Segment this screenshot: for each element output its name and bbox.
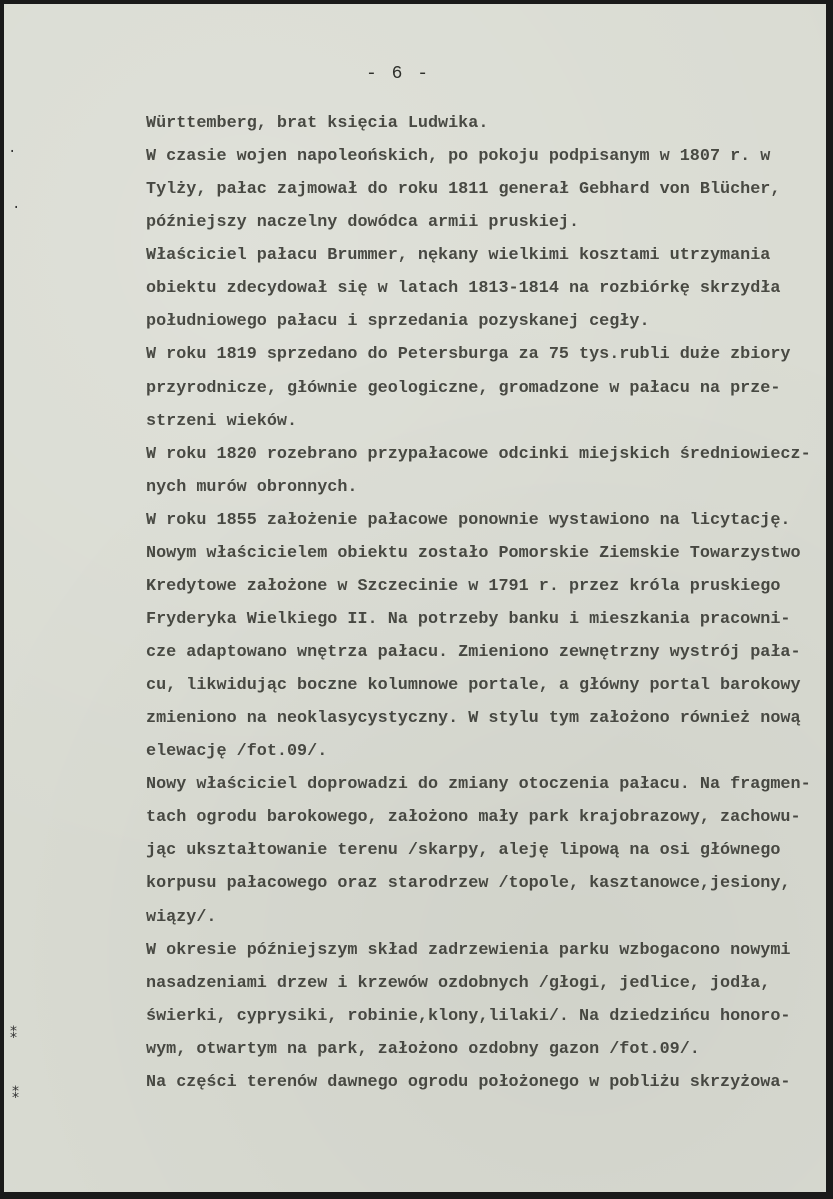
text-line: Kredytowe założone w Szczecinie w 1791 r. przez króla pruskiego (146, 576, 781, 596)
text-line: jąc ukształtowanie terenu /skarpy, aleję lipową na osi głównego (146, 841, 781, 861)
text-line: Württemberg, brat księcia Ludwika. (146, 114, 489, 133)
text-line: W okresie późniejszym skład zadrzewienia parku wzbogacono nowymi (146, 940, 791, 960)
text-line: cu, likwidując boczne kolumnowe portale, a główny portal barokowy (146, 676, 801, 696)
text-line: cze adaptowano wnętrza pałacu. Zmieniono zewnętrzny wystrój pała- (146, 643, 801, 662)
margin-mark: · (12, 200, 21, 216)
margin-mark: ⁑ (10, 1027, 17, 1043)
text-line: elewację /fot.09/. (146, 742, 328, 762)
text-line: W roku 1855 założenie pałacowe ponownie wystawiono na licytację. (146, 510, 791, 530)
page-number: - 6 - (366, 64, 431, 84)
text-line: późniejszy naczelny dowódca armii pruskiej. (146, 213, 580, 233)
text-line: obiektu zdecydował się w latach 1813-1814 na rozbiórkę skrzydła (146, 279, 781, 299)
text-line: korpusu pałacowego oraz starodrzew /topole, kasztanowce,jesiony, (146, 874, 791, 894)
text-line: wym, otwartym na park, założono ozdobny gazon /fot.09/. (146, 1039, 700, 1059)
text-line: nych murów obronnych. (146, 477, 358, 497)
text-line: tach ogrodu barokowego, założono mały park krajobrazowy, zachowu- (146, 808, 801, 828)
text-line: Właściciel pałacu Brummer, nękany wielkimi kosztami utrzymania (146, 246, 771, 266)
document-page (4, 4, 826, 1192)
text-line: przyrodnicze, głównie geologiczne, gromadzone w pałacu na prze- (146, 378, 781, 398)
text-line: Tylży, pałac zajmował do roku 1811 generał Gebhard von Blücher, (146, 180, 781, 200)
text-line: Nowym właścicielem obiektu zostało Pomorskie Ziemskie Towarzystwo (146, 543, 801, 563)
text-line: W roku 1820 rozebrano przypałacowe odcinki miejskich średniowiecz- (146, 444, 811, 464)
text-line: strzeni wieków. (146, 411, 298, 431)
margin-mark: · (8, 144, 17, 160)
text-line: zmieniono na neoklasycystyczny. W stylu tym założono również nową (146, 709, 801, 729)
text-line: świerki, cyprysiki, robinie,klony,lilaki/. Na dziedzińcu honoro- (146, 1006, 791, 1026)
text-line: Na części terenów dawnego ogrodu położonego w pobliżu skrzyżowa- (146, 1072, 791, 1092)
text-line: nasadzeniami drzew i krzewów ozdobnych /głogi, jedlice, jodła, (146, 973, 771, 993)
margin-mark: ⁑ (12, 1087, 19, 1103)
text-line: wiązy/. (146, 907, 217, 927)
text-line: Nowy właściciel doprowadzi do zmiany otoczenia pałacu. Na fragmen- (146, 775, 811, 795)
text-line: Fryderyka Wielkiego II. Na potrzeby banku i mieszkania pracowni- (146, 609, 791, 629)
text-line: W czasie wojen napoleońskich, po pokoju podpisanym w 1807 r. w (146, 147, 771, 167)
body-text (146, 107, 811, 1099)
text-line: południowego pałacu i sprzedania pozyskanej cegły. (146, 312, 650, 332)
text-line: W roku 1819 sprzedano do Petersburga za 75 tys.rubli duże zbiory (146, 345, 791, 365)
